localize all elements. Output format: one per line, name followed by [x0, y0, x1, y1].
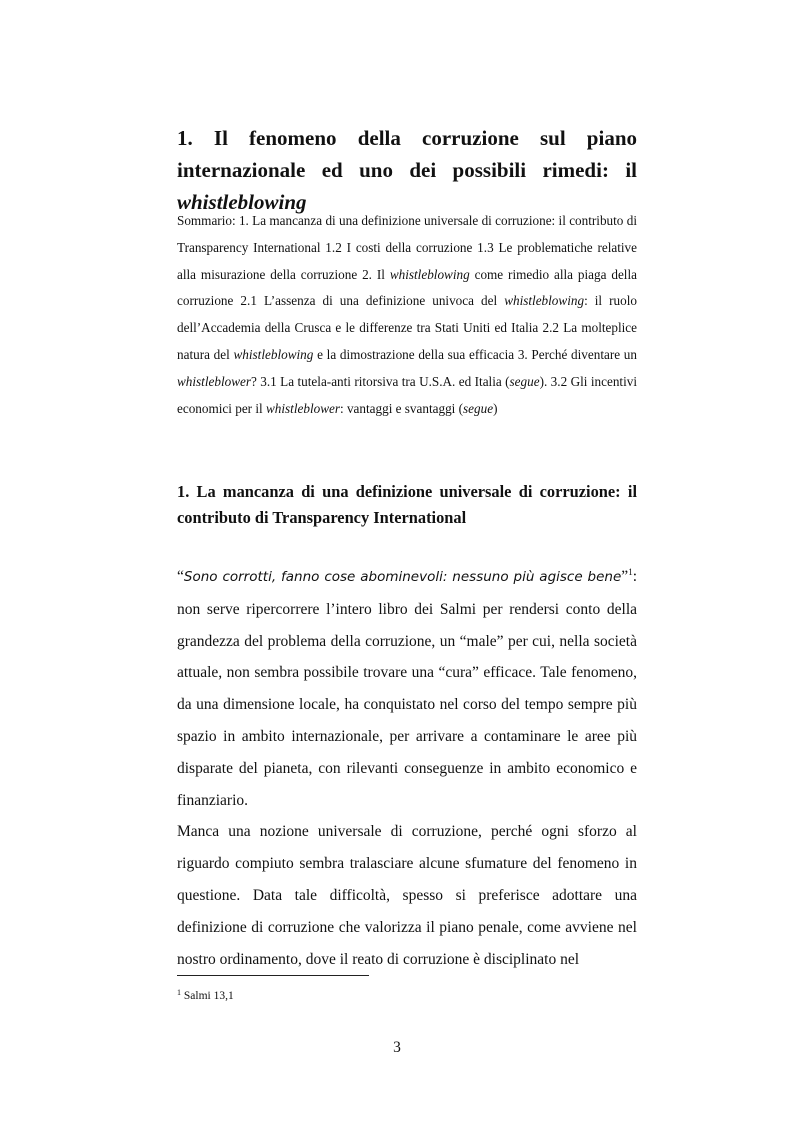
summary-text: : il ruolo dell’Accademia della Crusca e le differenze tra Stati Uniti ed Italia 2.2 La molteplice natura del — [177, 293, 637, 362]
summary-italic: whistleblowing — [504, 293, 585, 309]
summary-text: e la dimostrazione della sua efficacia 3. Perché diventare un — [313, 346, 637, 362]
summary-text: come rimedio alla piaga della corruzione 2.1 L’assenza di una definizione univoca del — [177, 266, 637, 309]
footnote-text: Salmi 13,1 — [181, 990, 234, 1002]
summary-italic: whistleblower — [265, 400, 340, 416]
chapter-title-italic: whistleblowing — [177, 190, 307, 214]
body-paragraph-1 — [177, 557, 637, 816]
summary-text: ). 3.2 Gli incentivi economici per il — [177, 373, 638, 416]
quote-mark: ” — [621, 568, 629, 585]
quote-mark: “ — [177, 568, 184, 585]
section-title: 1. La mancanza di una definizione universale di corruzione: il contributo di Transparency International — [177, 482, 637, 527]
summary-italic: segue — [509, 373, 540, 389]
footnote-number: 1 — [177, 988, 181, 997]
summary-italic: whistleblowing — [233, 346, 314, 362]
summary-text: : vantaggi e svantaggi ( — [339, 400, 464, 416]
chapter-title — [177, 122, 637, 218]
footnote-separator — [177, 975, 369, 976]
footnote-reference[interactable]: 1 — [628, 567, 633, 577]
chapter-title-text: 1. Il fenomeno della corruzione sul piano internazionale ed uno dei possibili rimedi: il — [177, 126, 637, 182]
body-paragraph-2: Manca una nozione universale di corruzione, perché ogni sforzo al riguardo compiuto sembra tralasciare alcune sfumature del fenomeno in questione. Data tale difficoltà, spesso si preferisce adottare una definizione di corruzione che valorizza il piano penale, come avviene nel nostro ordinamento, dove il reato di corruzione è disciplinato nel — [177, 823, 637, 968]
page-number: 3 — [393, 1039, 401, 1056]
biblical-quote: Sono corrotti, fanno cose abominevoli: nessuno più agisce bene — [183, 569, 622, 585]
footnote — [177, 985, 234, 1004]
summary-text: ? 3.1 La tutela-anti ritorsiva tra U.S.A. ed Italia ( — [251, 373, 510, 389]
chapter-summary — [177, 208, 637, 422]
summary-italic: whistleblower — [177, 373, 251, 389]
summary-italic: whistleblowing — [389, 266, 470, 282]
summary-italic: segue — [463, 400, 494, 416]
summary-text: Sommario: 1. La mancanza di una definizione universale di corruzione: il contributo di Transparency International 1.2 I costi della corruzione 1.3 Le problematiche relative alla misurazione della corruzione 2. Il — [177, 213, 637, 282]
summary-text: ) — [493, 400, 498, 416]
body-text — [177, 557, 637, 975]
paragraph-text: : non serve ripercorrere l’intero libro dei Salmi per rendersi conto della grandezza del problema della corruzione, un “male” per cui, nella società attuale, non sembra possibile trovare una “cura” efficace. Tale fenomeno, da una dimensione locale, ha conquistato nel corso del tempo sempre più spazio in ambito internazionale, per arrivare a contaminare le aree più disparate del pianeta, con rilevanti conseguenze in ambito economico e finanziario. — [177, 568, 637, 809]
